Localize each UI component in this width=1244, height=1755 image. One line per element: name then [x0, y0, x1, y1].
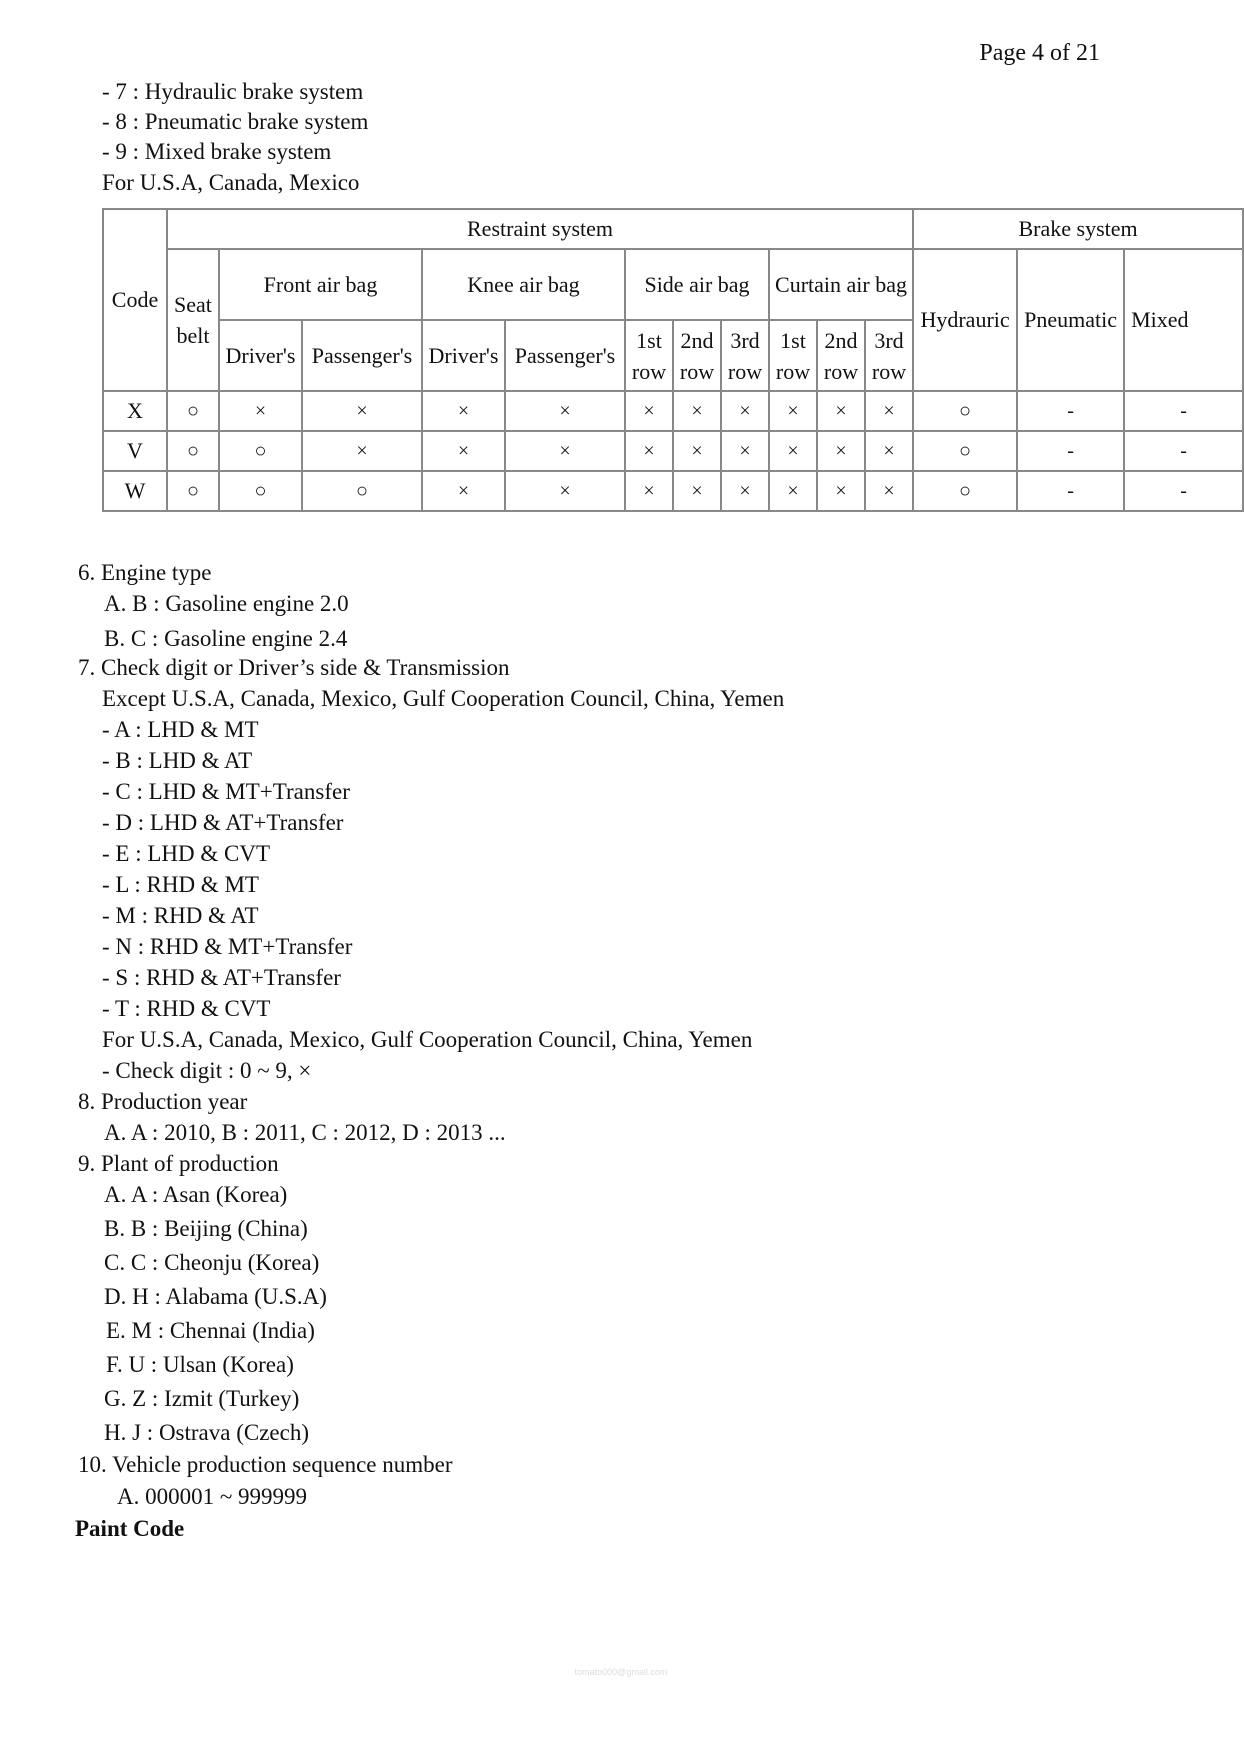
- cell-side-2: ×: [673, 471, 721, 511]
- plant-item: B. B : Beijing (China): [104, 1216, 308, 1241]
- plant-item: D. H : Alabama (U.S.A): [104, 1284, 327, 1309]
- header-side-2nd-row: 2nd row: [673, 320, 721, 391]
- transmission-item: - E : LHD & CVT: [102, 841, 271, 866]
- transmission-item: - D : LHD & AT+Transfer: [102, 810, 344, 835]
- cell-side-1: ×: [625, 471, 673, 511]
- transmission-item: - A : LHD & MT: [102, 717, 259, 742]
- cell-front-driver: ○: [219, 471, 302, 511]
- header-curtain-air-bag: Curtain air bag: [769, 249, 913, 320]
- cell-mixed: -: [1124, 471, 1243, 511]
- cell-mixed: -: [1124, 431, 1243, 471]
- cell-code: V: [103, 431, 167, 471]
- transmission-item: - L : RHD & MT: [102, 872, 259, 897]
- plant-item: H. J : Ostrava (Czech): [104, 1420, 310, 1445]
- cell-front-passenger: ×: [302, 431, 422, 471]
- engine-item: A. B : Gasoline engine 2.0: [104, 591, 349, 616]
- cell-code: W: [103, 471, 167, 511]
- header-knee-air-bag: Knee air bag: [422, 249, 625, 320]
- cell-front-passenger: ○: [302, 471, 422, 511]
- header-code: Code: [103, 209, 167, 391]
- cell-hydraulic: ○: [913, 431, 1017, 471]
- check-digit-except-heading: Except U.S.A, Canada, Mexico, Gulf Cooperation Council, China, Yemen: [102, 686, 785, 711]
- cell-seat-belt: ○: [167, 471, 219, 511]
- plant-item: A. A : Asan (Korea): [104, 1182, 288, 1207]
- header-knee-drivers: Driver's: [422, 320, 505, 391]
- cell-curtain-1: ×: [769, 431, 817, 471]
- cell-seat-belt: ○: [167, 431, 219, 471]
- header-front-drivers: Driver's: [219, 320, 302, 391]
- table-row: [103, 391, 1243, 431]
- cell-pneumatic: -: [1017, 391, 1124, 431]
- cell-knee-passenger: ×: [505, 391, 625, 431]
- cell-seat-belt: ○: [167, 391, 219, 431]
- header-brake-system: Brake system: [913, 209, 1243, 249]
- page-number: Page 4 of 21: [979, 40, 1100, 66]
- plant-heading: 9. Plant of production: [78, 1151, 279, 1176]
- transmission-item: - C : LHD & MT+Transfer: [102, 779, 350, 804]
- cell-curtain-3: ×: [865, 391, 913, 431]
- cell-curtain-1: ×: [769, 391, 817, 431]
- cell-side-2: ×: [673, 391, 721, 431]
- check-digit-item: - Check digit : 0 ~ 9, ×: [102, 1058, 312, 1083]
- cell-curtain-3: ×: [865, 471, 913, 511]
- cell-curtain-2: ×: [817, 391, 865, 431]
- cell-curtain-1: ×: [769, 471, 817, 511]
- check-digit-for-heading: For U.S.A, Canada, Mexico, Gulf Cooperation Council, China, Yemen: [102, 1027, 753, 1052]
- cell-curtain-2: ×: [817, 471, 865, 511]
- header-curtain-3rd-row: 3rd row: [865, 320, 913, 391]
- cell-knee-driver: ×: [422, 471, 505, 511]
- check-digit-heading: 7. Check digit or Driver’s side & Transmission: [78, 655, 510, 680]
- paint-code-heading: Paint Code: [75, 1516, 185, 1541]
- cell-front-driver: ×: [219, 391, 302, 431]
- sequence-heading: 10. Vehicle production sequence number: [78, 1452, 453, 1477]
- header-side-3rd-row: 3rd row: [721, 320, 769, 391]
- cell-curtain-2: ×: [817, 431, 865, 471]
- production-year-heading: 8. Production year: [78, 1089, 248, 1114]
- cell-pneumatic: -: [1017, 471, 1124, 511]
- cell-knee-driver: ×: [422, 431, 505, 471]
- cell-hydraulic: ○: [913, 471, 1017, 511]
- cell-code: X: [103, 391, 167, 431]
- region-heading: For U.S.A, Canada, Mexico: [102, 170, 360, 195]
- transmission-item: - N : RHD & MT+Transfer: [102, 934, 353, 959]
- plant-item: C. C : Cheonju (Korea): [104, 1250, 320, 1275]
- transmission-item: - S : RHD & AT+Transfer: [102, 965, 341, 990]
- footer-watermark: tomato000@gmail.com: [574, 1667, 668, 1677]
- header-restraint-system: Restraint system: [167, 209, 913, 249]
- header-curtain-2nd-row: 2nd row: [817, 320, 865, 391]
- cell-side-2: ×: [673, 431, 721, 471]
- engine-heading: 6. Engine type: [78, 560, 212, 585]
- cell-knee-passenger: ×: [505, 431, 625, 471]
- header-side-air-bag: Side air bag: [625, 249, 769, 320]
- plant-item: E. M : Chennai (India): [106, 1318, 315, 1343]
- cell-mixed: -: [1124, 391, 1243, 431]
- header-front-passengers: Passenger's: [302, 320, 422, 391]
- cell-knee-passenger: ×: [505, 471, 625, 511]
- table-row: [103, 431, 1243, 471]
- plant-item: G. Z : Izmit (Turkey): [104, 1386, 300, 1411]
- cell-front-driver: ○: [219, 431, 302, 471]
- cell-side-3: ×: [721, 391, 769, 431]
- header-knee-passengers: Passenger's: [505, 320, 625, 391]
- header-seat-belt: Seat belt: [167, 249, 219, 391]
- header-side-1st-row: 1st row: [625, 320, 673, 391]
- header-curtain-1st-row: 1st row: [769, 320, 817, 391]
- production-year-item: A. A : 2010, B : 2011, C : 2012, D : 2013 ...: [104, 1120, 506, 1145]
- header-hydraulic: Hydrauric: [913, 249, 1017, 391]
- cell-curtain-3: ×: [865, 431, 913, 471]
- cell-knee-driver: ×: [422, 391, 505, 431]
- brake-item-8: - 8 : Pneumatic brake system: [102, 109, 369, 134]
- plant-item: F. U : Ulsan (Korea): [106, 1352, 294, 1377]
- header-pneumatic: Pneumatic: [1017, 249, 1124, 391]
- transmission-item: - M : RHD & AT: [102, 903, 259, 928]
- table-row: [103, 471, 1243, 511]
- transmission-item: - T : RHD & CVT: [102, 996, 271, 1021]
- restraint-brake-table: [102, 208, 1189, 528]
- cell-side-1: ×: [625, 431, 673, 471]
- cell-side-3: ×: [721, 471, 769, 511]
- brake-item-7: - 7 : Hydraulic brake system: [102, 79, 364, 104]
- header-mixed: Mixed: [1124, 249, 1243, 391]
- cell-side-1: ×: [625, 391, 673, 431]
- cell-side-3: ×: [721, 431, 769, 471]
- sequence-item: A. 000001 ~ 999999: [117, 1484, 308, 1509]
- header-front-air-bag: Front air bag: [219, 249, 422, 320]
- brake-item-9: - 9 : Mixed brake system: [102, 139, 332, 164]
- transmission-item: - B : LHD & AT: [102, 748, 253, 773]
- cell-front-passenger: ×: [302, 391, 422, 431]
- cell-hydraulic: ○: [913, 391, 1017, 431]
- engine-item: B. C : Gasoline engine 2.4: [104, 626, 348, 651]
- cell-pneumatic: -: [1017, 431, 1124, 471]
